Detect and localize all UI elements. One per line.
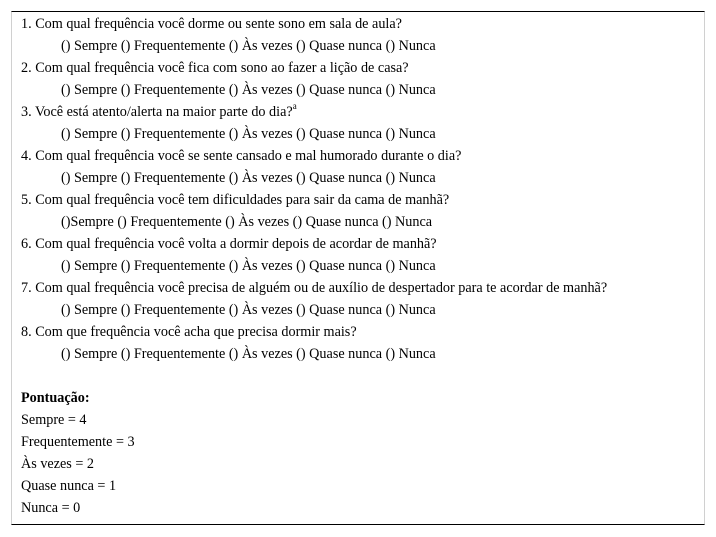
question-text: Com qual frequência você tem dificuldades para sair da cama de manhã? <box>35 192 450 208</box>
question-number: 3. <box>21 104 32 120</box>
question-number: 5. <box>21 192 32 208</box>
question-text: Com qual frequência você volta a dormir depois de acordar de manhã? <box>35 236 437 252</box>
question-2 <box>21 57 700 79</box>
question-text: Com qual frequência você se sente cansado e mal humorado durante o dia? <box>35 148 462 164</box>
question-6 <box>21 233 700 255</box>
footnote-marker: a <box>292 101 297 112</box>
question-4 <box>21 145 700 167</box>
scoring-item: Quase nunca = 1 <box>21 478 117 494</box>
scoring-item: Frequentemente = 3 <box>21 434 135 450</box>
question-1-options: () Sempre () Frequentemente () Às vezes () Quase nunca () Nunca <box>61 38 436 54</box>
question-number: 6. <box>21 236 32 252</box>
spacer <box>21 365 700 387</box>
question-5 <box>21 189 700 211</box>
question-number: 7. <box>21 280 32 296</box>
question-8-options: () Sempre () Frequentemente () Às vezes () Quase nunca () Nunca <box>61 346 436 362</box>
question-8 <box>21 321 700 343</box>
question-3 <box>21 101 700 123</box>
question-3-options: () Sempre () Frequentemente () Às vezes () Quase nunca () Nunca <box>61 126 436 142</box>
question-text: Com qual frequência você precisa de alguém ou de auxílio de despertador para te acordar de manhã? <box>35 280 608 296</box>
question-1 <box>21 13 700 35</box>
question-2-options: () Sempre () Frequentemente () Às vezes () Quase nunca () Nunca <box>61 82 436 98</box>
question-number: 4. <box>21 148 32 164</box>
questionnaire-content <box>21 13 700 519</box>
question-text: Com qual frequência você dorme ou sente sono em sala de aula? <box>35 16 402 32</box>
question-7 <box>21 277 700 299</box>
scoring-title: Pontuação: <box>21 390 90 406</box>
scoring-item: Nunca = 0 <box>21 500 81 516</box>
question-text: Com qual frequência você fica com sono ao fazer a lição de casa? <box>35 60 409 76</box>
question-number: 2. <box>21 60 32 76</box>
scoring-item: Às vezes = 2 <box>21 456 95 472</box>
question-text: Com que frequência você acha que precisa dormir mais? <box>35 324 357 340</box>
question-7-options: () Sempre () Frequentemente () Às vezes () Quase nunca () Nunca <box>61 302 436 318</box>
question-text: Você está atento/alerta na maior parte do dia? <box>34 104 293 120</box>
question-number: 1. <box>21 16 32 32</box>
question-4-options: () Sempre () Frequentemente () Às vezes () Quase nunca () Nunca <box>61 170 436 186</box>
question-5-options: ()Sempre () Frequentemente () Às vezes () Quase nunca () Nunca <box>61 214 433 230</box>
question-number: 8. <box>21 324 32 340</box>
question-6-options: () Sempre () Frequentemente () Às vezes () Quase nunca () Nunca <box>61 258 436 274</box>
questionnaire-box <box>11 11 705 525</box>
scoring-item: Sempre = 4 <box>21 412 87 428</box>
